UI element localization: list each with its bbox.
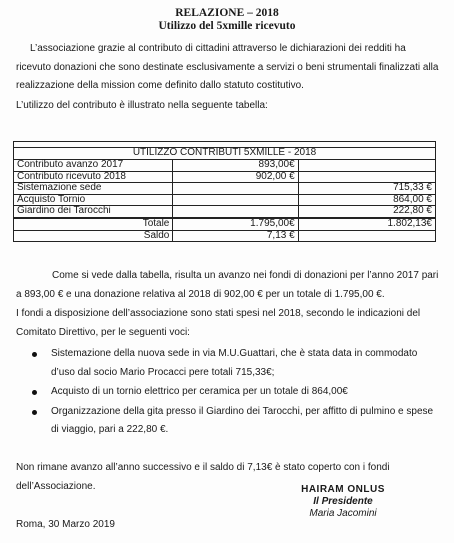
row-label: Contributo avanzo 2017 (14, 160, 173, 172)
total-expense: 1.802,13€ (298, 218, 435, 230)
table-heading: UTILIZZO CONTRIBUTI 5XMILLE - 2018 (14, 148, 436, 160)
total-label: Totale (14, 218, 173, 230)
table-intro: L’utilizzo del contributo è illustrato nella seguente tabella: (16, 100, 268, 111)
balance-row (14, 230, 436, 242)
list-item-text: Organizzazione della gita presso il Giardino dei Tarocchi, per affitto di pulmino e spese di viaggio, pari a 222,80 €. (51, 405, 434, 435)
total-row (14, 218, 436, 230)
table-row (14, 206, 436, 218)
list-item-text: Sistemazione della nuova sede in via M.U.Guattari, che è stata data in commodato d’uso dal socio Mario Procacci pere totali 715,33€; (51, 348, 418, 378)
bullet-icon (32, 410, 37, 415)
signature-block (268, 484, 418, 520)
balance-label: Saldo (14, 230, 173, 242)
list-item-text: Acquisto di un tornio elettrico per ceramica per un totale di 864,00€ (51, 386, 348, 397)
intro-paragraph: L’associazione grazie al contributo di cittadini attraverso le dichiarazioni dei redditi ha ricevuto donazioni che sono destinate esclusivamente a servizi o beni strumentali finalizzati alla realizzazione della mission come definito dallo statuto costitutivo. (16, 43, 439, 91)
signature-org: HAIRAM ONLUS (301, 484, 385, 495)
signature-role: Il Presidente (313, 496, 373, 507)
row-label: Giardino dei Tarocchi (14, 206, 173, 218)
balance-paragraph: Come si vede dalla tabella, risulta un avanzo nei fondi di donazioni per l’anno 2017 pari a 893,00 € e una donazione relativa al 2018 di 902,00 € per un totale di 1.795,00 €. (16, 270, 439, 300)
balance-value: 7,13 € (173, 230, 298, 242)
table-heading-row (14, 148, 436, 160)
row-label: Acquisto Tornio (14, 194, 173, 206)
row-expense (298, 160, 435, 172)
row-income (173, 206, 298, 218)
row-income: 893,00€ (173, 160, 298, 172)
document-subtitle: Utilizzo del 5xmille ricevuto (158, 20, 296, 32)
list-item (16, 403, 436, 440)
table-row (14, 171, 436, 183)
bullet-icon (32, 352, 37, 357)
row-label: Sistemazione sede (14, 183, 173, 195)
row-label: Contributo ricevuto 2018 (14, 171, 173, 183)
expense-list (16, 345, 436, 441)
total-income: 1.795,00€ (173, 218, 298, 230)
table-row (14, 160, 436, 172)
row-income: 902,00 € (173, 171, 298, 183)
balance-empty-cell (298, 230, 435, 242)
row-income (173, 183, 298, 195)
list-item (16, 383, 436, 402)
table-row (14, 183, 436, 195)
row-expense (298, 171, 435, 183)
row-expense: 715,33 € (298, 183, 435, 195)
signature-name: Maria Jacomini (309, 508, 377, 519)
document-title: RELAZIONE – 2018 (175, 7, 279, 19)
row-expense: 222,80 € (298, 206, 435, 218)
document-date: Roma, 30 Marzo 2019 (16, 519, 115, 530)
contributions-table (13, 141, 436, 242)
bullet-icon (32, 390, 37, 395)
table-row (14, 194, 436, 206)
row-income (173, 194, 298, 206)
funds-paragraph: I fondi a disposizione dell’associazione sono stati spesi nel 2018, secondo le indicazioni del Comitato Direttivo, per le seguenti voci: (16, 308, 421, 338)
row-expense: 864,00 € (298, 194, 435, 206)
list-item (16, 345, 436, 382)
closing-paragraph: Non rimane avanzo all’anno successivo e il saldo di 7,13€ è stato coperto con i fondi dell’Associazione. (16, 462, 390, 492)
